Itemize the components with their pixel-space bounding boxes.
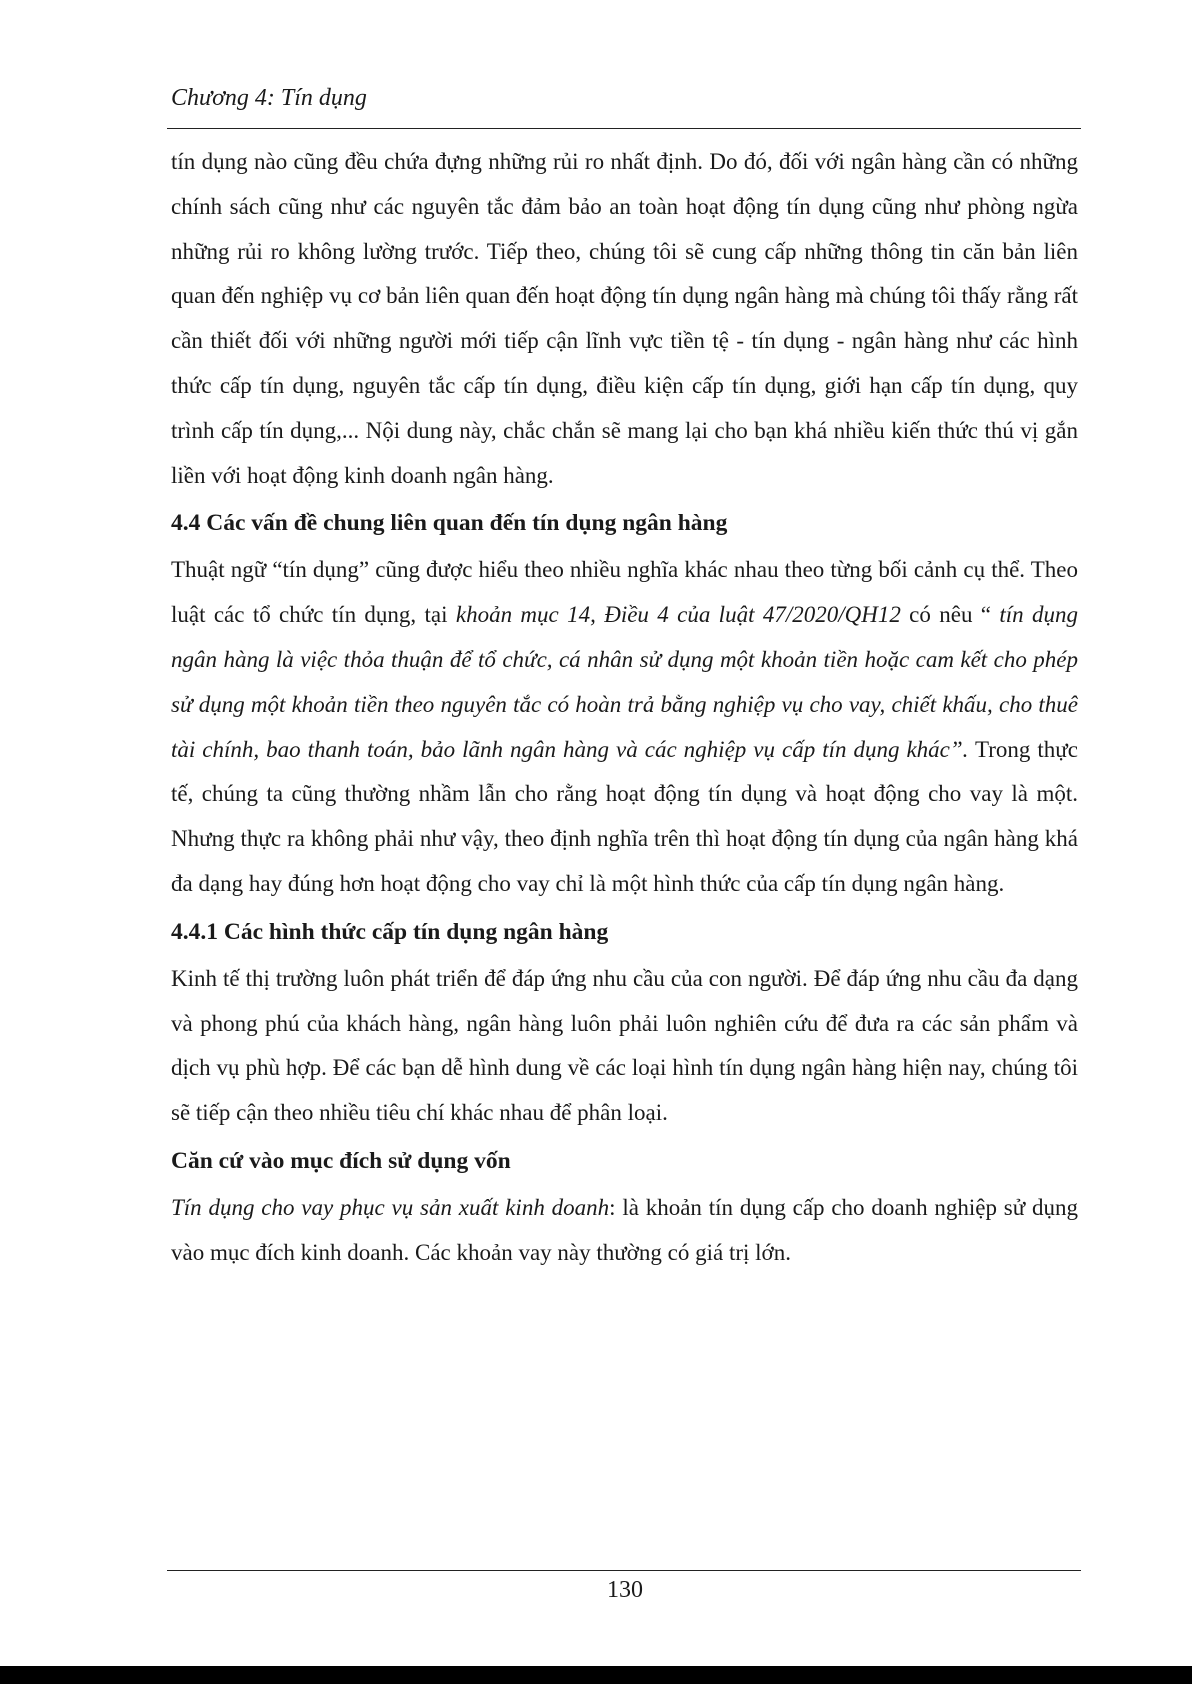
running-header: Chương 4: Tín dụng <box>171 85 367 111</box>
section-heading-4-4: 4.4 Các vấn đề chung liên quan đến tín dụng ngân hàng <box>171 510 728 537</box>
paragraph-credit-forms: Kinh tế thị trường luôn phát triển để đáp ứng nhu cầu của con người. Để đáp ứng nhu cầu đa dạng và phong phú của khách hàng, ngân hàng luôn phải luôn nghiên cứu để đưa ra các sản phẩm và dịch vụ phù hợp. Để các bạn dễ hình dung về các loại hình tín dụng ngân hàng hiện nay, chúng tôi sẽ tiếp cận theo nhiều tiêu chí khác nhau để phân loại. <box>171 965 1078 1126</box>
text-run: Trong thực tế, chúng ta cũng thường nhầm lẫn cho rằng hoạt động tín dụng và hoạt động cho vay là một. Nhưng thực ra không phải như vậy, theo định nghĩa trên thì hoạt động tín dụng của ngân hàng khá đa dạng hay đúng hơn hoạt động cho vay chỉ là một hình thức của cấp tín dụng ngân hàng. <box>171 736 1078 896</box>
footer-rule <box>167 1570 1081 1571</box>
section-heading-4-4-1: 4.4.1 Các hình thức cấp tín dụng ngân hàng <box>171 918 609 945</box>
header-rule <box>167 128 1081 129</box>
page-body <box>171 140 1078 1276</box>
paragraph-credit-definition <box>171 548 1078 906</box>
italic-run-term: Tín dụng cho vay phục vụ sản xuất kinh doanh <box>171 1194 610 1220</box>
italic-run-law-reference: khoản mục 14, Điều 4 của luật 47/2020/QH12 <box>455 602 901 628</box>
subheading-capital-purpose: Căn cứ vào mục đích sử dụng vốn <box>171 1147 511 1174</box>
scan-bottom-edge <box>0 1666 1192 1684</box>
text-run: Thuật ngữ “tín dụng” cũng được hiểu theo nhiều nghĩa khác nhau theo từng bối cảnh cụ thể. Theo luật các tổ chức tín dụng, tại <box>171 557 1078 628</box>
text-run: : là khoản tín dụng cấp cho doanh nghiệp sử dụng vào mục đích kinh doanh. Các khoản vay này thường có giá trị lớn. <box>171 1194 1079 1265</box>
page-number: 130 <box>607 1577 643 1603</box>
text-run: có nêu “ <box>900 602 1000 628</box>
italic-run-law-quote: tín dụng ngân hàng là việc thỏa thuận để tổ chức, cá nhân sử dụng một khoản tiền hoặc cam kết cho phép sử dụng một khoản tiền theo nguyên tắc có hoàn trả bằng nghiệp vụ cho vay, chiết khấu, cho thuê tài chính, bao thanh toán, bảo lãnh ngân hàng và các nghiệp vụ cấp tín dụng khác”. <box>171 602 1079 762</box>
paragraph-intro: tín dụng nào cũng đều chứa đựng những rủi ro nhất định. Do đó, đối với ngân hàng cần có những chính sách cũng như các nguyên tắc đảm bảo an toàn hoạt động tín dụng cũng như phòng ngừa những rủi ro không lường trước. Tiếp theo, chúng tôi sẽ cung cấp những thông tin căn bản liên quan đến nghiệp vụ cơ bản liên quan đến hoạt động tín dụng ngân hàng mà chúng tôi thấy rằng rất cần thiết đối với những người mới tiếp cận lĩnh vực tiền tệ - tín dụng - ngân hàng như các hình thức cấp tín dụng, nguyên tắc cấp tín dụng, điều kiện cấp tín dụng, giới hạn cấp tín dụng, quy trình cấp tín dụng,... Nội dung này, chắc chắn sẽ mang lại cho bạn khá nhiều kiến thức thú vị gắn liền với hoạt động kinh doanh ngân hàng. <box>171 149 1078 488</box>
paragraph-business-loans <box>171 1186 1078 1276</box>
